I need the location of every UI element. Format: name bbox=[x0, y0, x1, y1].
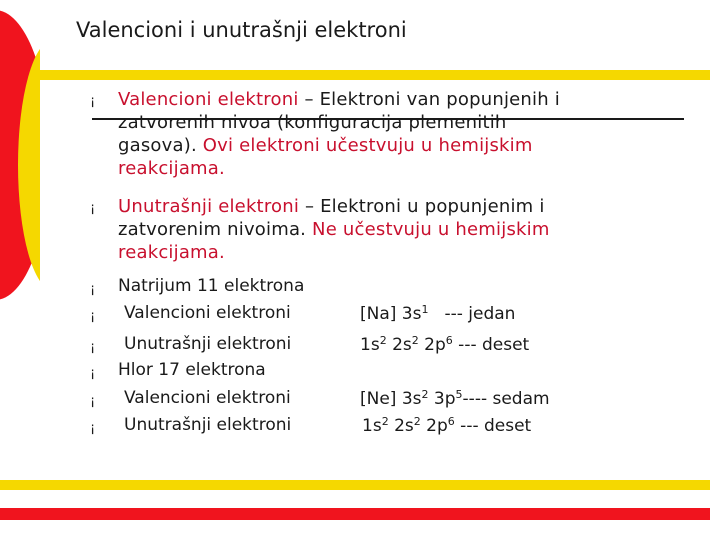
bullet-2: ¡ bbox=[90, 201, 96, 216]
slide-title: Valencioni i unutrašnji elektroni bbox=[76, 18, 407, 42]
paragraph-valence: Valencioni elektroni – Elektroni van popunjenih i zatvorenih nivoa (konfiguracija plemenitih gasova). Ovi elektroni učestvuju u hemijskim reakcijama. bbox=[118, 89, 560, 179]
cl-valence-label: Valencioni elektroni bbox=[124, 388, 291, 408]
bullet-4: ¡ bbox=[90, 309, 96, 324]
na-valence-config: [Na] $3s^1$ --- jedan bbox=[360, 303, 516, 324]
na-inner-label: Unutrašnji elektroni bbox=[124, 334, 292, 354]
bullet-6: ¡ bbox=[90, 366, 96, 381]
cl-inner-config: $1s^2$ $2s^2$ $2p^6$ --- deset bbox=[362, 415, 532, 436]
bottom-red-bar bbox=[0, 508, 710, 520]
term-valence: Valencioni elektroni bbox=[118, 89, 299, 110]
na-title: Natrijum 11 elektrona bbox=[118, 276, 305, 296]
cl-inner-label: Unutrašnji elektroni bbox=[124, 415, 292, 435]
paragraph-inner: Unutrašnji elektroni – Elektroni u popunjenim i zatvorenim nivoima. Ne učestvuju u hemijskim reakcijama. bbox=[118, 196, 550, 263]
top-yellow-bar bbox=[38, 70, 710, 80]
na-valence-label: Valencioni elektroni bbox=[124, 303, 291, 323]
bullet-5: ¡ bbox=[90, 340, 96, 355]
bullet-8: ¡ bbox=[90, 421, 96, 436]
bullet-3: ¡ bbox=[90, 282, 96, 297]
cl-title: Hlor 17 elektrona bbox=[118, 360, 266, 380]
bottom-yellow-bar bbox=[0, 480, 710, 490]
bullet-1: ¡ bbox=[90, 94, 96, 109]
bullet-7: ¡ bbox=[90, 394, 96, 409]
na-inner-config: $1s^2$ $2s^2$ $2p^6$ --- deset bbox=[360, 334, 530, 355]
term-inner: Unutrašnji elektroni bbox=[118, 196, 300, 217]
cl-valence-config: [Ne] $3s^2$ $3p^5----$ sedam bbox=[360, 388, 550, 409]
